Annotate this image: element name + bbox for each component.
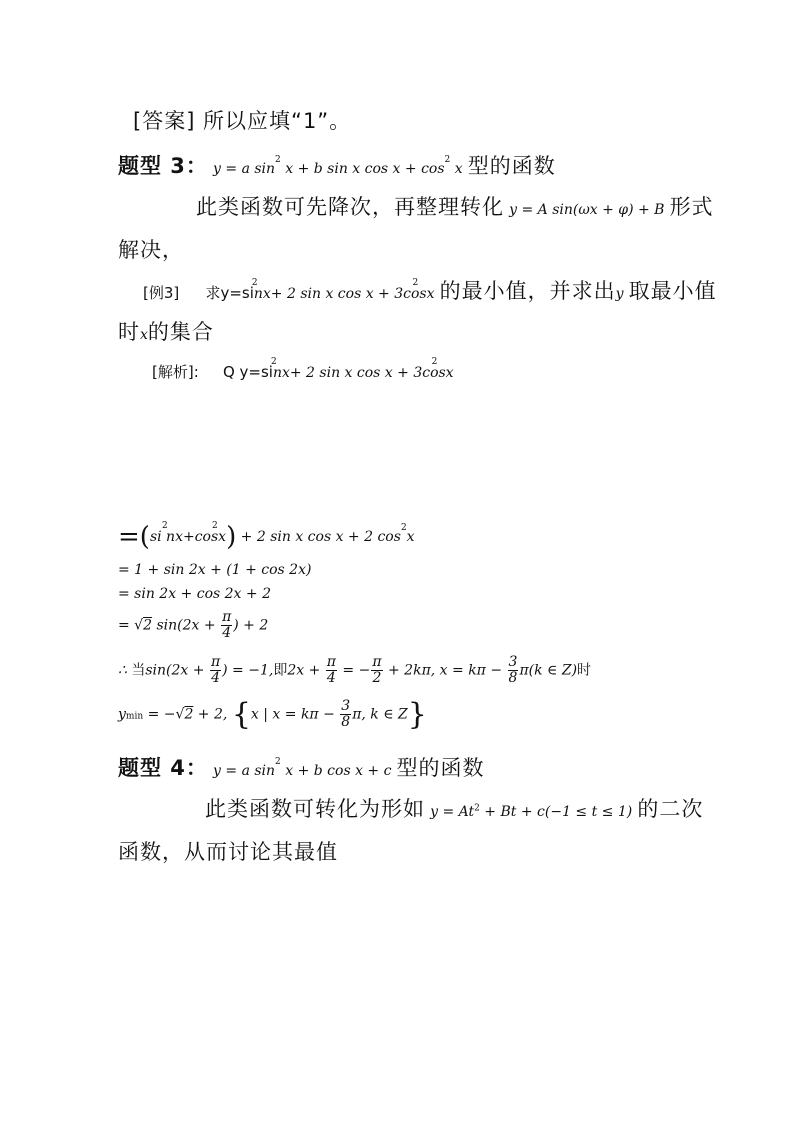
type4-desc-formula: $y = At^2 + Bt + c(-1 \le t \le 1)$ xyxy=(430,803,633,820)
type3-desc-line1 xyxy=(196,191,714,221)
example3-suffix2: 取最小值 xyxy=(628,279,717,303)
type4-desc1: 此类函数可转化为形如 xyxy=(205,797,425,821)
type3-suffix: 型的函数 xyxy=(467,154,556,178)
example3-line1: [例3] 求y=si 2 nx+ 2 sin x cos x + 3cosx 2 的最小值，并求出y 取最小值 xyxy=(143,278,717,303)
type4-suffix: 型的函数 xyxy=(396,756,485,780)
solution-step-4: = √2 sin(2x + $\frac{\pi}{4}$ ) + 2 xyxy=(118,609,269,641)
example3-tag: [例3] xyxy=(143,284,180,302)
solution-tag: [解析]: xyxy=(152,363,199,381)
solution-header: [解析]: Q y=si 2 nx+ 2 sin x cos x + 3cosx 2 xyxy=(152,357,454,381)
type3-desc2: 解决， xyxy=(118,238,184,262)
example3-prefix: 求y=si xyxy=(205,284,254,302)
type4-formula: y = a $\sin^2 x + b$ cos x + c xyxy=(213,757,392,779)
type4-label: 题型 4： xyxy=(118,756,208,780)
type3-heading xyxy=(118,150,556,180)
example3-suffix: 的最小值，并求出 xyxy=(439,279,616,303)
solution-step-3: = sin 2x + cos 2x + 2 xyxy=(118,586,271,602)
type4-desc2: 函数，从而讨论其最值 xyxy=(118,840,338,864)
solution-step-2: = 1 + sin 2x + (1 + cos 2x) xyxy=(118,562,312,578)
solution-formula: nx+ 2 sin x cos x + 3cosx xyxy=(272,365,454,381)
solution-step-1: =(si 2 nx+cos 2 x) + 2 sin x cos x + 2 $\cos^2x$ xyxy=(118,521,415,552)
example3-when: 时 xyxy=(118,320,140,344)
type3-label: 题型 3： xyxy=(118,154,208,178)
answer-line: [答案] 所以应填“1”。 xyxy=(133,109,352,133)
example3-line2: 时x的集合 xyxy=(118,320,214,344)
type3-desc1: 此类函数可先降次，再整理转化 xyxy=(196,195,504,219)
type3-formula: y = a $\sin^2 x + b$ sin x $\cos x + \cos^2 x$ xyxy=(213,155,463,177)
solution-step-5: ∴ 当sin(2x + $\frac{\pi}{4}$ ) = −1,即2x + $\frac{\pi}{4}$ = − $\frac{\pi}{2}$ + 2kπ, x = kπ − $\frac{3}{8}$ π(k ∈ Z)时 xyxy=(118,654,592,686)
solution-step-6: ymin = −√2 + 2, {x | x = kπ − $\frac{3}{8}$ π, k ∈ Z} xyxy=(118,697,427,732)
type4-heading xyxy=(118,752,485,782)
solution-lead: Q y=si xyxy=(222,363,273,381)
type3-desc-suffix: 形式 xyxy=(669,195,714,219)
type4-desc-line1 xyxy=(205,793,703,823)
type3-desc-formula: y = A sin(ωx + φ) + B xyxy=(509,202,665,218)
example3-set: 的集合 xyxy=(147,320,214,344)
example3-formula: nx+ 2 sin x cos x + 3cosx xyxy=(253,286,435,302)
type4-desc-suffix: 的二次 xyxy=(637,797,704,821)
